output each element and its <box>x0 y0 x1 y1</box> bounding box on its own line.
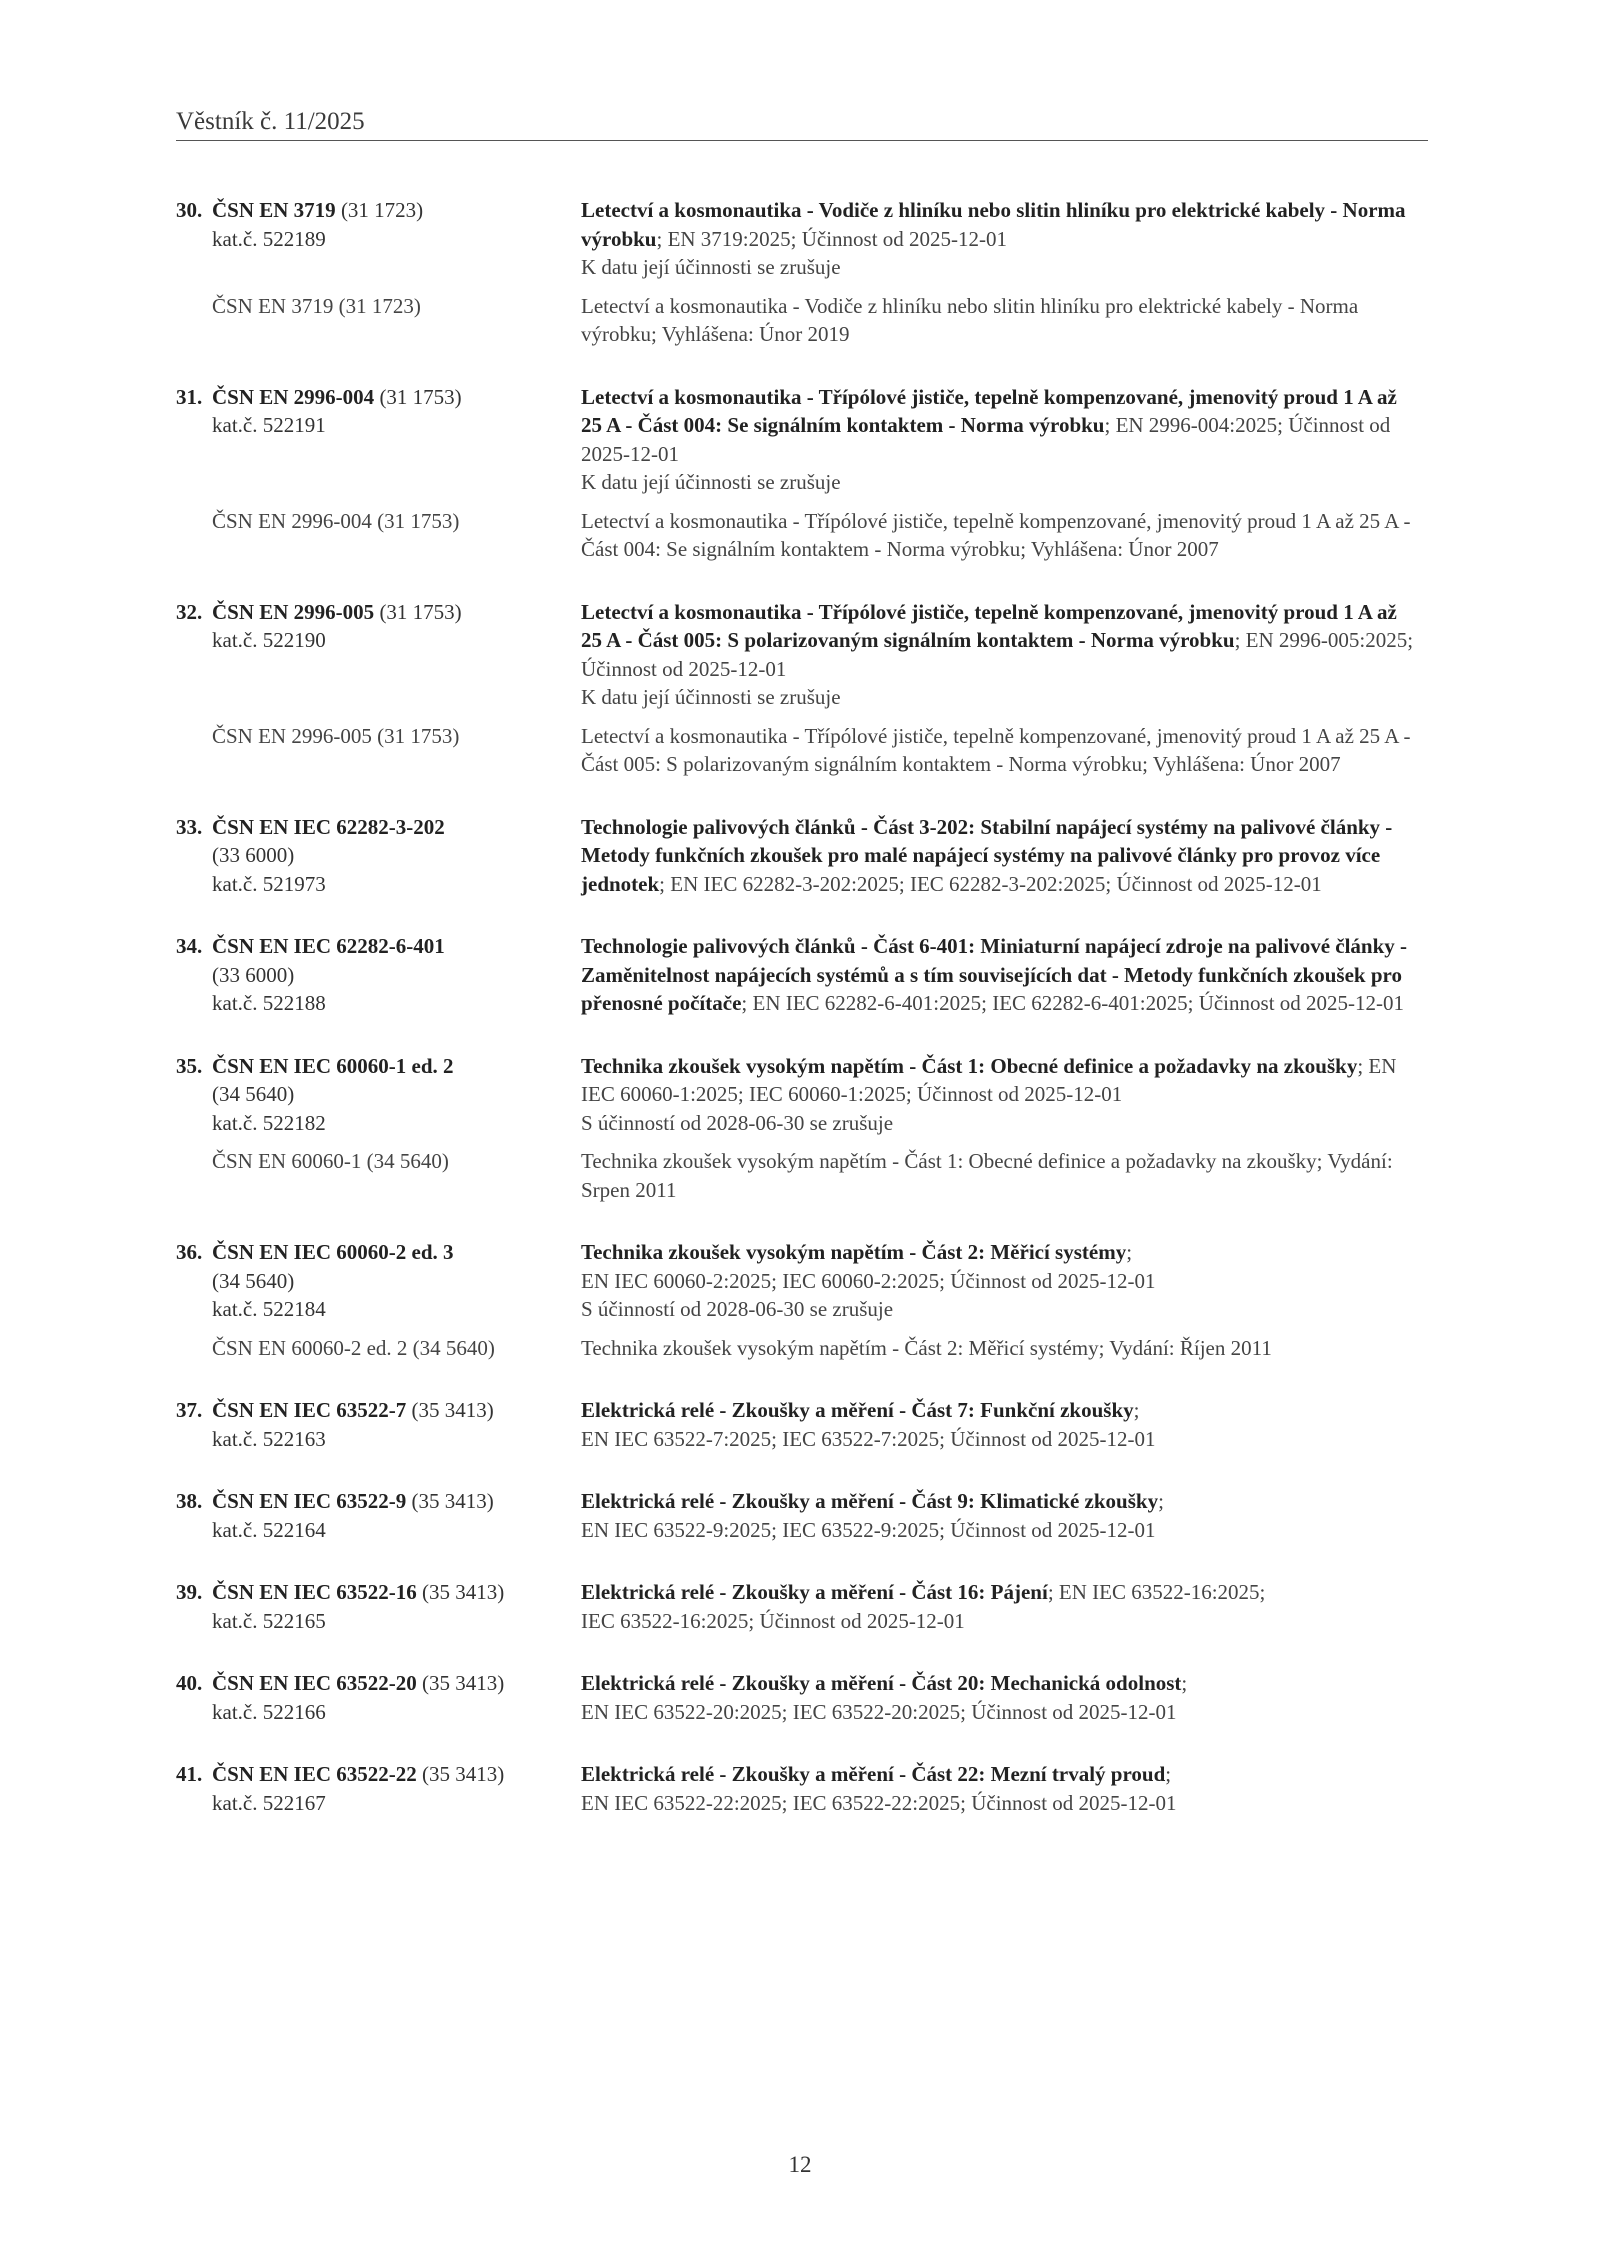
standard-code: ČSN EN IEC 63522-9 <box>212 1489 407 1513</box>
entry-description <box>581 1396 1421 1453</box>
entry-title-block <box>581 813 1421 899</box>
standard-code: ČSN EN IEC 60060-2 ed. 3 <box>212 1240 454 1264</box>
classification-code: (33 6000) <box>212 843 295 867</box>
standard-title: Letectví a kosmonautika - Třípólové jističe, tepelně kompenzované, jmenovitý proud 1 A až 25 A - Část 005: S polarizovaným signálním kontaktem - Norma výrobku <box>581 599 1397 652</box>
entry-number: 34. <box>176 934 203 958</box>
replaced-code-text: ČSN EN 2996-005 (31 1753) <box>212 723 460 748</box>
standard-entry <box>176 932 1428 1018</box>
standard-entry <box>176 1578 1428 1635</box>
entry-identifier <box>176 1396 581 1453</box>
replaced-code-text: ČSN EN 60060-2 ed. 2 (34 5640) <box>212 1335 495 1360</box>
entry-description <box>581 598 1421 712</box>
page-number: 12 <box>788 2152 812 2177</box>
catalog-number: kat.č. 522189 <box>212 226 326 251</box>
entry-code-line <box>176 1669 581 1698</box>
entry-number: 40. <box>176 1671 203 1695</box>
standard-title: Letectví a kosmonautika - Vodiče z hliníku nebo slitin hliníku pro elektrické kabely - Norma výrobku <box>581 198 1406 251</box>
classification-code: (35 3413) <box>422 1762 505 1786</box>
withdrawal-note: K datu její účinnosti se zrušuje <box>581 470 841 494</box>
entry-identifier <box>176 1052 581 1138</box>
standards-list <box>176 196 1428 1851</box>
standard-title: Elektrická relé - Zkoušky a měření - Část 22: Mezní trvalý proud <box>581 1762 1166 1786</box>
standard-entry <box>176 1487 1428 1544</box>
entry-code-line <box>176 813 581 842</box>
replaced-code-text: ČSN EN 60060-1 (34 5640) <box>212 1149 449 1173</box>
entry-number: 35. <box>176 1053 203 1078</box>
replaced-standard-code <box>176 722 581 779</box>
entry-main-row <box>176 1052 1428 1138</box>
standard-title: Elektrická relé - Zkoušky a měření - Část 7: Funkční zkoušky <box>581 1398 1134 1422</box>
standard-details: ; EN IEC 60060-2:2025; IEC 60060-2:2025; Účinnost od 2025-12-01 <box>581 1240 1156 1293</box>
entry-main-row <box>176 1669 1428 1726</box>
entry-number: 30. <box>176 198 203 222</box>
standard-entry <box>176 1238 1428 1362</box>
standard-entry <box>176 598 1428 779</box>
entry-description <box>581 1052 1421 1138</box>
entry-main-row <box>176 598 1428 712</box>
catalog-number: kat.č. 522166 <box>212 1699 326 1724</box>
entry-identifier <box>176 932 581 1018</box>
standard-entry <box>176 1396 1428 1453</box>
entry-number: 36. <box>176 1240 203 1264</box>
replaced-standard-row <box>176 722 1428 779</box>
replaced-standard-text: Technika zkoušek vysokým napětím - Část 2: Měřicí systémy; Vydání: Říjen 2011 <box>581 1335 1272 1360</box>
entry-description <box>581 1669 1421 1726</box>
classification-code: (35 3413) <box>422 1580 505 1604</box>
entry-identifier <box>176 813 581 899</box>
replaced-standard-code <box>176 1147 581 1204</box>
standard-code: ČSN EN IEC 62282-3-202 <box>212 814 445 839</box>
entry-title-block <box>581 196 1421 253</box>
standard-code: ČSN EN 2996-005 <box>212 599 375 624</box>
replaced-standard-text: Letectví a kosmonautika - Třípólové jističe, tepelně kompenzované, jmenovitý proud 1 A až 25 A - Část 004: Se signálním kontaktem - Norma výrobku; Vyhlášena: Únor 2007 <box>581 508 1411 561</box>
classification-code: (34 5640) <box>212 1082 295 1106</box>
entry-title-block <box>581 932 1421 1018</box>
entry-title-block <box>581 1578 1421 1635</box>
entry-identifier <box>176 598 581 712</box>
standard-details: ; EN IEC 63522-7:2025; IEC 63522-7:2025; Účinnost od 2025-12-01 <box>581 1398 1156 1451</box>
entry-identifier <box>176 1487 581 1544</box>
standard-entry <box>176 1052 1428 1205</box>
entry-title-block <box>581 1669 1421 1726</box>
standard-entry <box>176 383 1428 564</box>
standard-code: ČSN EN 2996-004 <box>212 384 375 409</box>
entry-code-line <box>176 1396 581 1425</box>
entry-code-line <box>176 1052 581 1081</box>
standard-title: Technologie palivových článků - Část 6-401: Miniaturní napájecí zdroje na palivové články - Zaměnitelnost napájecích systémů a s tím souvisejících dat - Metody funkčních zkoušek pro přenosné počítače <box>581 934 1408 1015</box>
replaced-standard-text: Technika zkoušek vysokým napětím - Část 1: Obecné definice a požadavky na zkoušky; Vydání: Srpen 2011 <box>581 1149 1393 1202</box>
entry-code-line <box>176 932 581 961</box>
classification-code: (34 5640) <box>212 1268 295 1293</box>
catalog-number: kat.č. 521973 <box>212 871 326 896</box>
entry-title-block <box>581 1487 1421 1544</box>
entry-main-row <box>176 1578 1428 1635</box>
standard-details: ; EN IEC 63522-22:2025; IEC 63522-22:2025; Účinnost od 2025-12-01 <box>581 1762 1177 1815</box>
replaced-standard-code <box>176 292 581 349</box>
standard-entry <box>176 196 1428 349</box>
entry-number: 39. <box>176 1580 203 1604</box>
entry-number: 38. <box>176 1489 203 1513</box>
entry-main-row <box>176 1760 1428 1817</box>
entry-number: 32. <box>176 599 203 624</box>
entry-description <box>581 932 1421 1018</box>
classification-code: (35 3413) <box>422 1671 505 1695</box>
entry-identifier <box>176 1669 581 1726</box>
entry-code-line <box>176 598 581 627</box>
classification-code: (33 6000) <box>212 962 295 987</box>
standard-details: ; EN 3719:2025; Účinnost od 2025-12-01 <box>656 226 1008 251</box>
standard-code: ČSN EN IEC 63522-20 <box>212 1671 417 1695</box>
catalog-number: kat.č. 522188 <box>212 991 326 1015</box>
entry-main-row <box>176 813 1428 899</box>
entry-main-row <box>176 932 1428 1018</box>
replaced-standard-row <box>176 1147 1428 1204</box>
standard-title: Elektrická relé - Zkoušky a měření - Část 9: Klimatické zkoušky <box>581 1489 1159 1513</box>
withdrawal-note: K datu její účinnosti se zrušuje <box>581 255 841 279</box>
entry-description <box>581 196 1421 282</box>
withdrawal-note: S účinností od 2028-06-30 se zrušuje <box>581 1297 894 1321</box>
standard-details: ; EN 2996-005:2025; Účinnost od 2025-12-01 <box>581 628 1414 681</box>
entry-description <box>581 1238 1421 1324</box>
standard-title: Technika zkoušek vysokým napětím - Část 2: Měřicí systémy <box>581 1240 1127 1264</box>
withdrawal-note: S účinností od 2028-06-30 se zrušuje <box>581 1110 894 1135</box>
classification-code: (31 1753) <box>379 599 462 624</box>
entry-description <box>581 383 1421 497</box>
standard-code: ČSN EN IEC 63522-7 <box>212 1398 407 1422</box>
entry-title-block <box>581 383 1421 469</box>
entry-main-row <box>176 196 1428 282</box>
replaced-standard-text: Letectví a kosmonautika - Vodiče z hliníku nebo slitin hliníku pro elektrické kabely - Norma výrobku; Vyhlášena: Únor 2019 <box>581 293 1359 346</box>
entry-title-block <box>581 1052 1421 1109</box>
standard-title: Technologie palivových článků - Část 3-202: Stabilní napájecí systémy na palivové články - Metody funkčních zkoušek pro malé napájecí systémy na palivové články pro provoz více jednotek <box>581 814 1393 896</box>
entry-number: 31. <box>176 384 203 409</box>
standard-details: ; EN IEC 60060-1:2025; IEC 60060-1:2025; Účinnost od 2025-12-01 <box>581 1053 1397 1106</box>
classification-code: (31 1753) <box>379 384 462 409</box>
entry-code-line <box>176 1578 581 1607</box>
standard-details: ; EN IEC 62282-3-202:2025; IEC 62282-3-202:2025; Účinnost od 2025-12-01 <box>659 871 1322 896</box>
entry-title-block <box>581 598 1421 684</box>
standard-entry <box>176 1760 1428 1817</box>
replaced-standard-code <box>176 507 581 564</box>
catalog-number: kat.č. 522182 <box>212 1110 326 1135</box>
entry-identifier <box>176 1578 581 1635</box>
entry-description <box>581 1760 1421 1817</box>
entry-number: 41. <box>176 1762 203 1786</box>
standard-title: Elektrická relé - Zkoušky a měření - Část 20: Mechanická odolnost <box>581 1671 1182 1695</box>
standard-details: ; EN IEC 63522-16:2025; IEC 63522-16:2025; Účinnost od 2025-12-01 <box>581 1580 1266 1633</box>
catalog-number: kat.č. 522191 <box>212 413 326 437</box>
entry-number: 37. <box>176 1398 203 1422</box>
catalog-number: kat.č. 522163 <box>212 1426 326 1451</box>
entry-identifier <box>176 383 581 497</box>
entry-main-row <box>176 1396 1428 1453</box>
standard-code: ČSN EN IEC 63522-22 <box>212 1762 417 1786</box>
catalog-number: kat.č. 522190 <box>212 628 326 652</box>
standard-entry <box>176 813 1428 899</box>
entry-title-block <box>581 1238 1421 1295</box>
classification-code: (35 3413) <box>411 1398 494 1422</box>
standard-entry <box>176 1669 1428 1726</box>
replaced-standard-row <box>176 1334 1428 1363</box>
entry-code-line <box>176 196 581 225</box>
bulletin-title: Věstník č. 11/2025 <box>176 108 365 135</box>
replaced-standard-row <box>176 292 1428 349</box>
standard-code: ČSN EN IEC 62282-6-401 <box>212 934 445 958</box>
standard-title: Technika zkoušek vysokým napětím - Část 1: Obecné definice a požadavky na zkoušky <box>581 1053 1358 1078</box>
entry-title-block <box>581 1760 1421 1817</box>
standard-code: ČSN EN IEC 63522-16 <box>212 1580 417 1604</box>
entry-code-line <box>176 1238 581 1267</box>
catalog-number: kat.č. 522167 <box>212 1790 326 1815</box>
catalog-number: kat.č. 522184 <box>212 1297 326 1321</box>
entry-identifier <box>176 1760 581 1817</box>
standard-title: Elektrická relé - Zkoušky a měření - Část 16: Pájení <box>581 1580 1048 1604</box>
catalog-number: kat.č. 522165 <box>212 1608 326 1633</box>
standard-details: ; EN 2996-004:2025; Účinnost od 2025-12-01 <box>581 413 1391 466</box>
entry-description <box>581 1578 1421 1635</box>
standard-code: ČSN EN 3719 <box>212 198 336 222</box>
entry-identifier <box>176 196 581 282</box>
replaced-standard-text: Letectví a kosmonautika - Třípólové jističe, tepelně kompenzované, jmenovitý proud 1 A až 25 A - Část 005: S polarizovaným signálním kontaktem - Norma výrobku; Vyhlášena: Únor 2007 <box>581 723 1411 776</box>
withdrawal-note: K datu její účinnosti se zrušuje <box>581 685 841 709</box>
replaced-standard-code <box>176 1334 581 1363</box>
entry-title-block <box>581 1396 1421 1453</box>
replaced-standard-row <box>176 507 1428 564</box>
entry-main-row <box>176 1487 1428 1544</box>
standard-details: ; EN IEC 63522-9:2025; IEC 63522-9:2025; Účinnost od 2025-12-01 <box>581 1489 1164 1542</box>
replaced-code-text: ČSN EN 3719 (31 1723) <box>212 293 421 318</box>
standard-details: ; EN IEC 62282-6-401:2025; IEC 62282-6-401:2025; Účinnost od 2025-12-01 <box>741 991 1405 1015</box>
entry-main-row <box>176 1238 1428 1324</box>
standard-details: ; EN IEC 63522-20:2025; IEC 63522-20:2025; Účinnost od 2025-12-01 <box>581 1671 1188 1724</box>
classification-code: (31 1723) <box>340 198 424 222</box>
entry-code-line <box>176 1487 581 1516</box>
classification-code: (35 3413) <box>411 1489 494 1513</box>
page-header <box>176 108 1428 141</box>
entry-description <box>581 813 1421 899</box>
standard-title: Letectví a kosmonautika - Třípólové jističe, tepelně kompenzované, jmenovitý proud 1 A až 25 A - Část 004: Se signálním kontaktem - Norma výrobku <box>581 384 1397 437</box>
replaced-code-text: ČSN EN 2996-004 (31 1753) <box>212 508 460 533</box>
catalog-number: kat.č. 522164 <box>212 1517 326 1542</box>
entry-code-line <box>176 383 581 412</box>
entry-identifier <box>176 1238 581 1324</box>
entry-code-line <box>176 1760 581 1789</box>
entry-number: 33. <box>176 814 203 839</box>
standard-code: ČSN EN IEC 60060-1 ed. 2 <box>212 1053 454 1078</box>
entry-description <box>581 1487 1421 1544</box>
entry-main-row <box>176 383 1428 497</box>
